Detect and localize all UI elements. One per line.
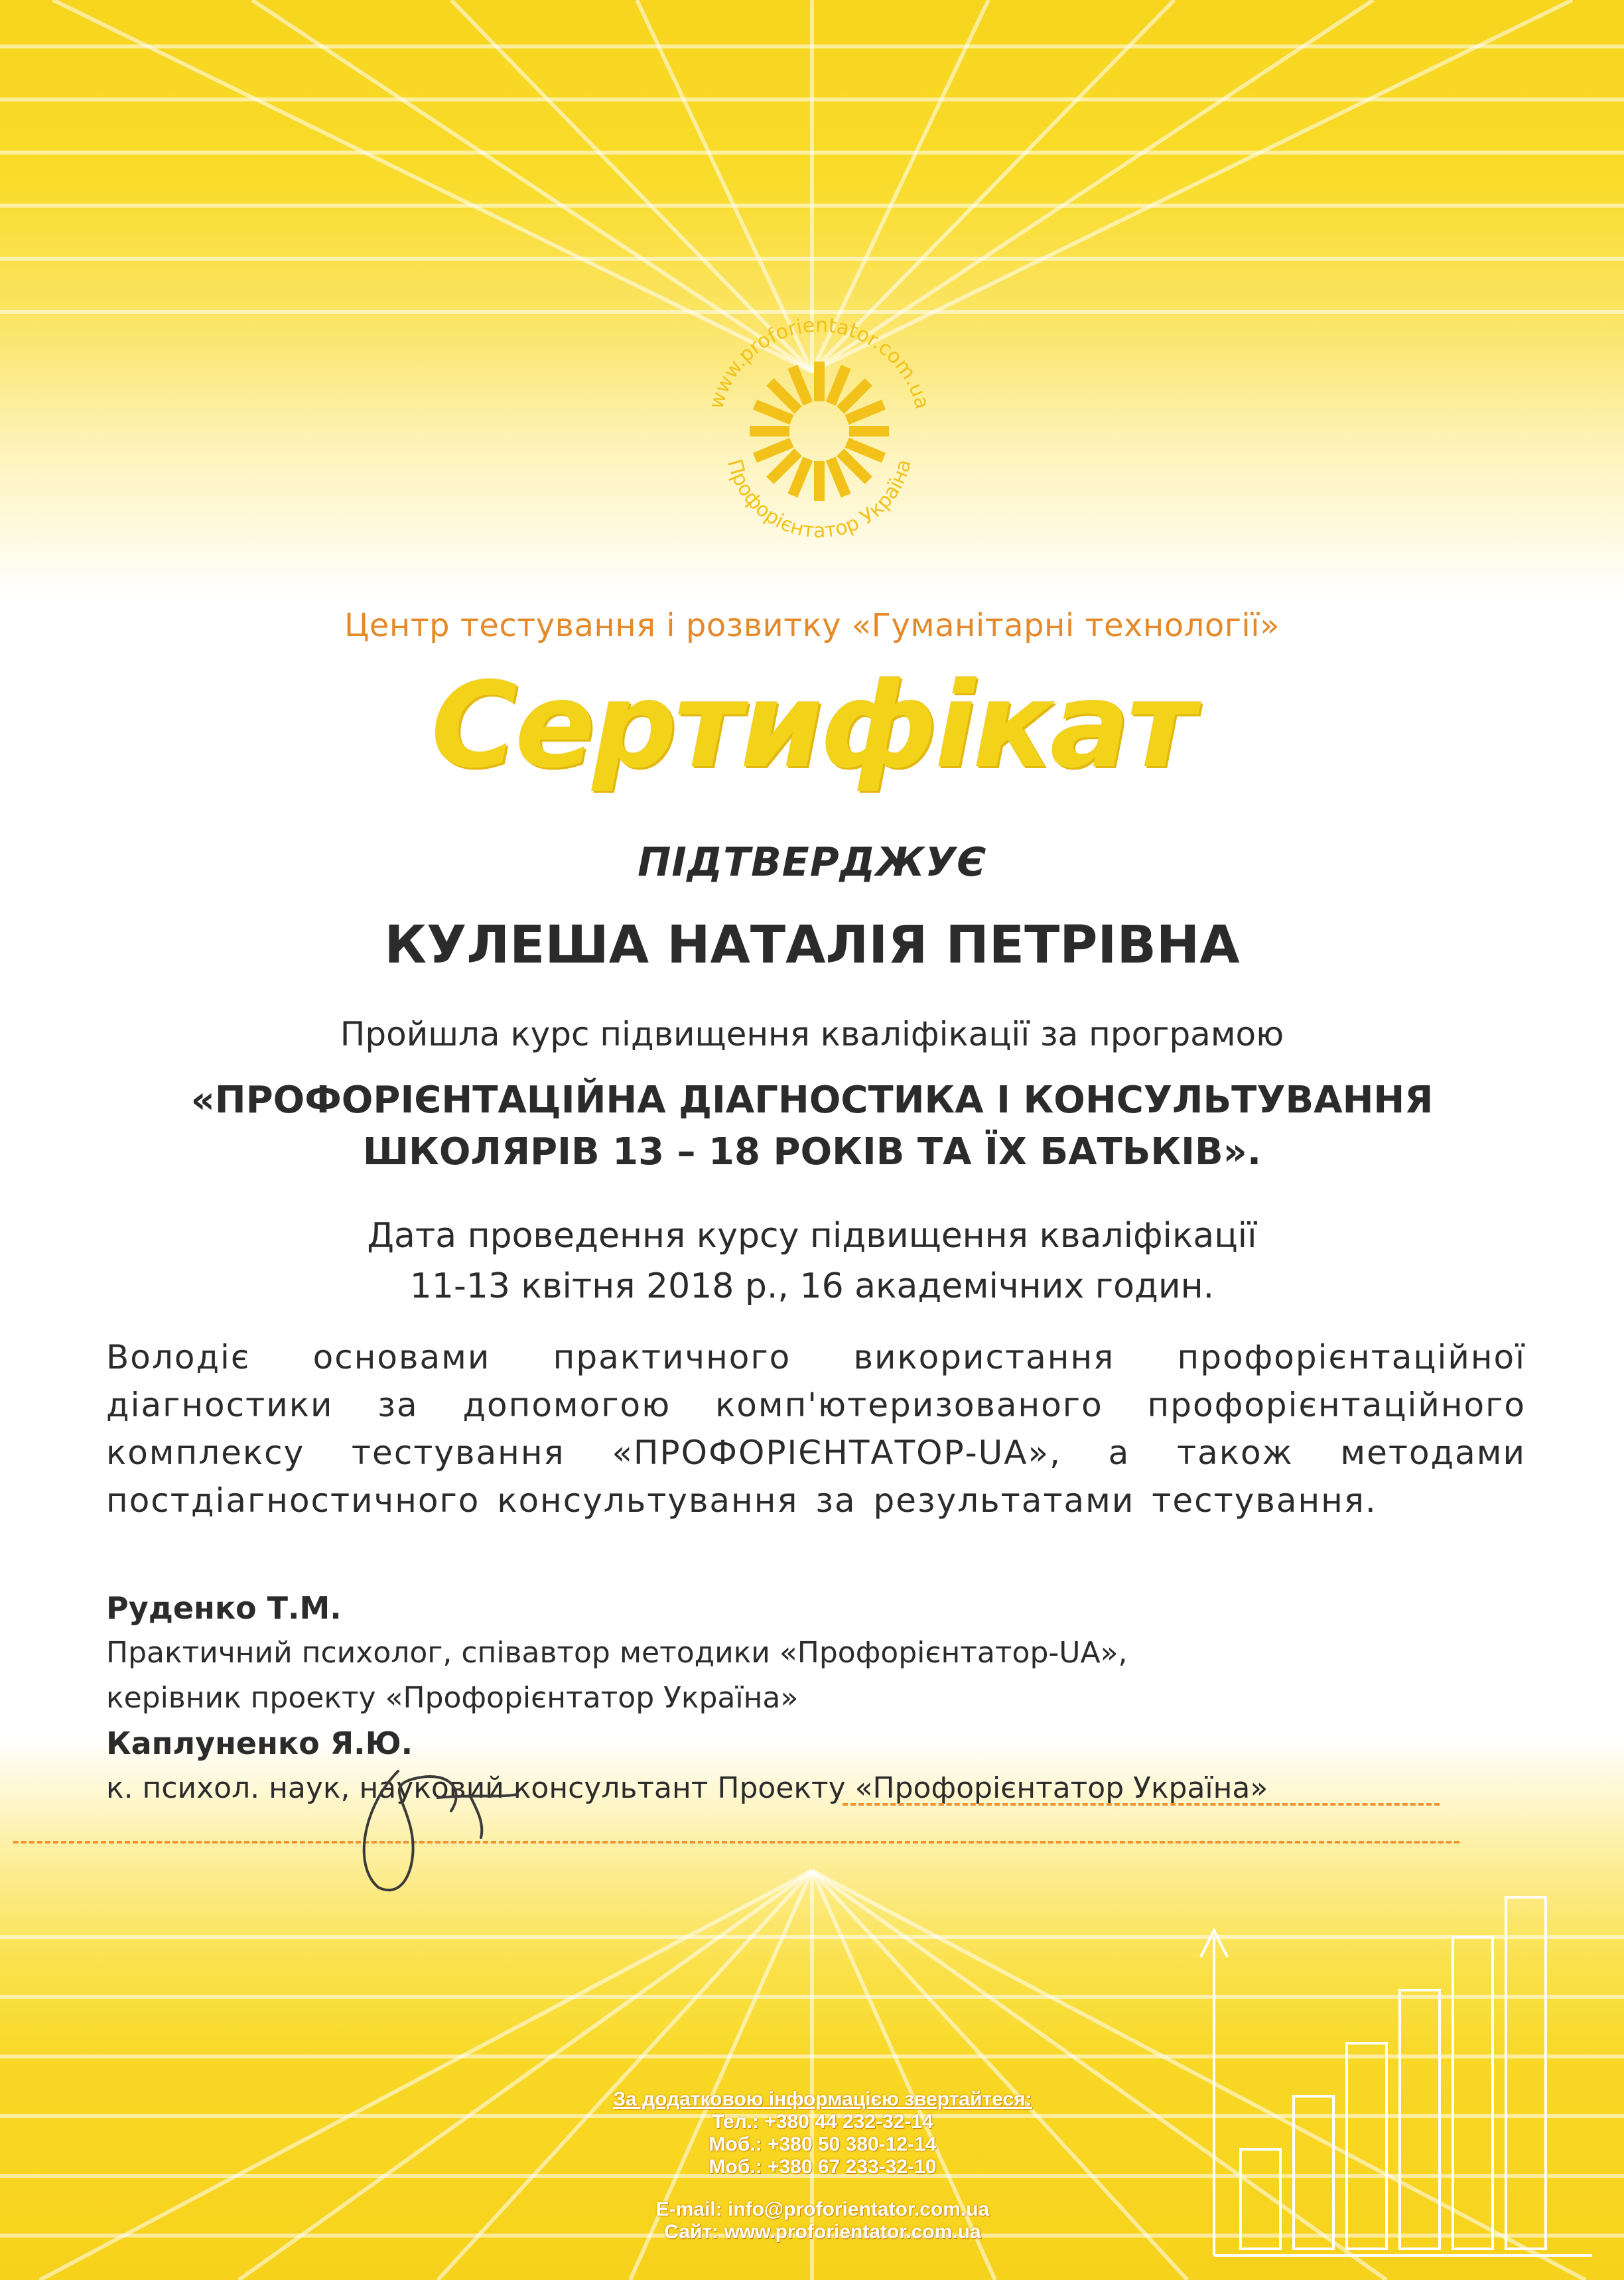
logo-ring-bottom-text: Профорієнтатор Україна [722,456,916,543]
program-title [0,1075,1624,1178]
signature-dashed-line-upper [843,1803,1440,1806]
logo-ring-top-text: www.proforientator.com.ua [705,313,934,412]
certificate-title [0,657,1624,794]
contact-email: E-mail: info@proforientator.com.ua [655,2198,990,2220]
contact-mobile-1: Моб.: +380 50 380-12-14 [709,2133,937,2155]
confirms-label [0,839,1624,886]
contact-website: Сайт: www.proforientator.com.ua [664,2221,981,2243]
contact-phone: Тел.: +380 44 232-32-14 [712,2111,933,2133]
signatory-2-name: Каплуненко Я.Ю. [106,1725,413,1761]
contact-heading: За додатковою інформацією звертайтеся: [613,2088,1032,2110]
signatory-2-role-line-1: к. психол. наук, науковий консультант Проекту «Профорієнтатор Україна» [106,1771,1268,1805]
signatory-1-role-line-1: Практичний психолог, співавтор методики «Профорієнтатор-UA», [106,1636,1128,1670]
signatory-1-role-line-2: керівник проекту «Профорієнтатор Україна» [106,1681,799,1715]
program-title-line-1: «ПРОФОРІЄНТАЦІЙНА ДІАГНОСТИКА І КОНСУЛЬТУВАННЯ [190,1079,1434,1122]
sun-rays-icon [750,362,889,501]
signatory-1-name: Руденко Т.М. [106,1590,342,1626]
signature-dashed-line [13,1841,1459,1844]
organization-name [0,607,1624,644]
organization-text: Центр тестування і розвитку «Гуманітарні технології» [344,607,1280,644]
proforientator-logo [680,292,959,570]
course-intro-text: Пройшла курс підвищення кваліфікації за програмою [340,1015,1284,1053]
growth-chart-graphic [1201,1897,1592,2255]
program-title-line-2: ШКОЛЯРІВ 13 – 18 РОКІВ ТА ЇХ БАТЬКІВ». [362,1130,1262,1174]
course-dates-line-1: Дата проведення курсу підвищення кваліфікації [367,1216,1257,1256]
contact-mobile-2: Моб.: +380 67 233-32-10 [709,2156,937,2178]
signatories [106,1585,1499,1811]
recipient-name [0,915,1624,975]
course-dates [0,1211,1624,1311]
contact-gap [425,2179,1221,2198]
competency-description: Володіє основами практичного використання профорієнтаційної діагностики за допомогою комп'ютеризованого профорієнтаційного комплексу тестування «ПРОФОРІЄНТАТОР-UA», а також методами постдіагностичного консультування за результатами тестування. [106,1338,1526,1520]
course-dates-line-2: 11-13 квітня 2018 р., 16 академічних годин. [409,1266,1215,1306]
contact-info [425,2088,1221,2244]
recipient-name-text: КУЛЕША НАТАЛІЯ ПЕТРІВНА [384,915,1240,975]
course-intro [0,1015,1624,1053]
confirms-text: ПІДТВЕРДЖУЄ [638,839,986,886]
handwritten-signature [318,1731,531,1904]
certificate-title-text: Сертифікат [431,657,1193,794]
